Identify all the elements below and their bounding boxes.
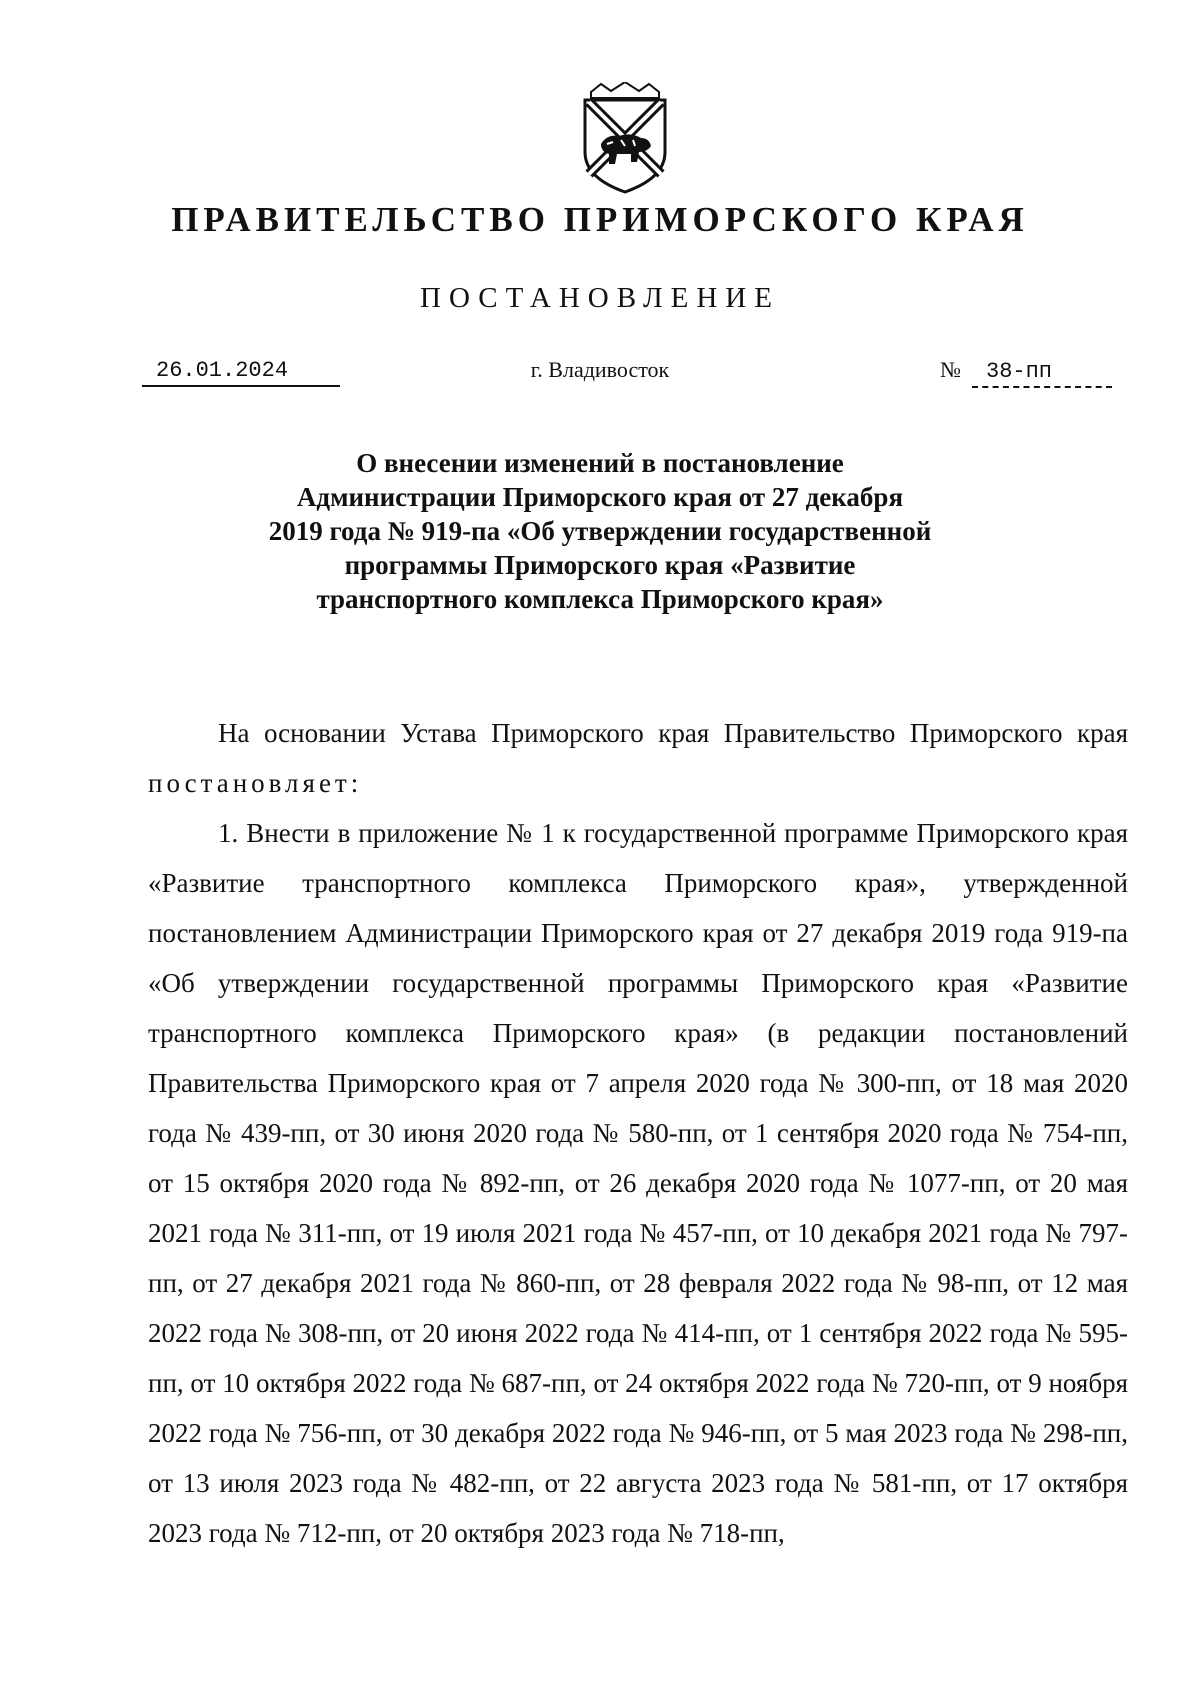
coat-of-arms-icon	[577, 82, 673, 194]
document-type: ПОСТАНОВЛЕНИЕ	[420, 282, 780, 314]
preamble-paragraph	[148, 708, 1128, 808]
heading-line: О внесении изменений в постановление	[356, 448, 844, 478]
heading-line: 2019 года № 919-па «Об утверждении государственной	[268, 516, 932, 546]
preamble-text: На основании Устава Приморского края Правительство Приморского края	[218, 718, 1128, 748]
government-title: ПРАВИТЕЛЬСТВО ПРИМОРСКОГО КРАЯ	[171, 200, 1029, 239]
document-city: г. Владивосток	[530, 357, 670, 382]
document-date: 26.01.2024	[142, 357, 340, 387]
document-number: 38-пп	[972, 358, 1112, 388]
heading-line: транспортного комплекса Приморского края»	[316, 584, 884, 614]
heading-line: программы Приморского края «Развитие	[344, 550, 856, 580]
preamble-verb: постановляет:	[148, 768, 363, 798]
document-heading	[0, 446, 1200, 616]
document-number-label: №	[940, 357, 961, 382]
clause-1-paragraph: 1. Внести в приложение № 1 к государственной программе Приморского края «Развитие транспортного комплекса Приморского края», утвержденной постановлением Администрации Приморского края от 27 декабря 2019 года 919-па «Об утверждении государственной программы Приморского края «Развитие транспортного комплекса Приморского края» (в редакции постановлений Правительства Приморского края от 7 апреля 2020 года № 300-пп, от 18 мая 2020 года № 439-пп, от 30 июня 2020 года № 580-пп, от 1 сентября 2020 года № 754-пп, от 15 октября 2020 года № 892-пп, от 26 декабря 2020 года № 1077-пп, от 20 мая 2021 года № 311-пп, от 19 июля 2021 года № 457-пп, от 10 декабря 2021 года № 797-пп, от 27 декабря 2021 года № 860-пп, от 28 февраля 2022 года № 98-пп, от 12 мая 2022 года № 308-пп, от 20 июня 2022 года № 414-пп, от 1 сентября 2022 года № 595-пп, от 10 октября 2022 года № 687-пп, от 24 октября 2022 года № 720-пп, от 9 ноября 2022 года № 756-пп, от 30 декабря 2022 года № 946-пп, от 5 мая 2023 года № 298-пп, от 13 июля 2023 года № 482-пп, от 22 августа 2023 года № 581-пп, от 17 октября 2023 года № 712-пп, от 20 октября 2023 года № 718-пп,	[148, 818, 1128, 1548]
document-body	[148, 708, 1128, 1558]
heading-line: Администрации Приморского края от 27 декабря	[296, 482, 904, 512]
